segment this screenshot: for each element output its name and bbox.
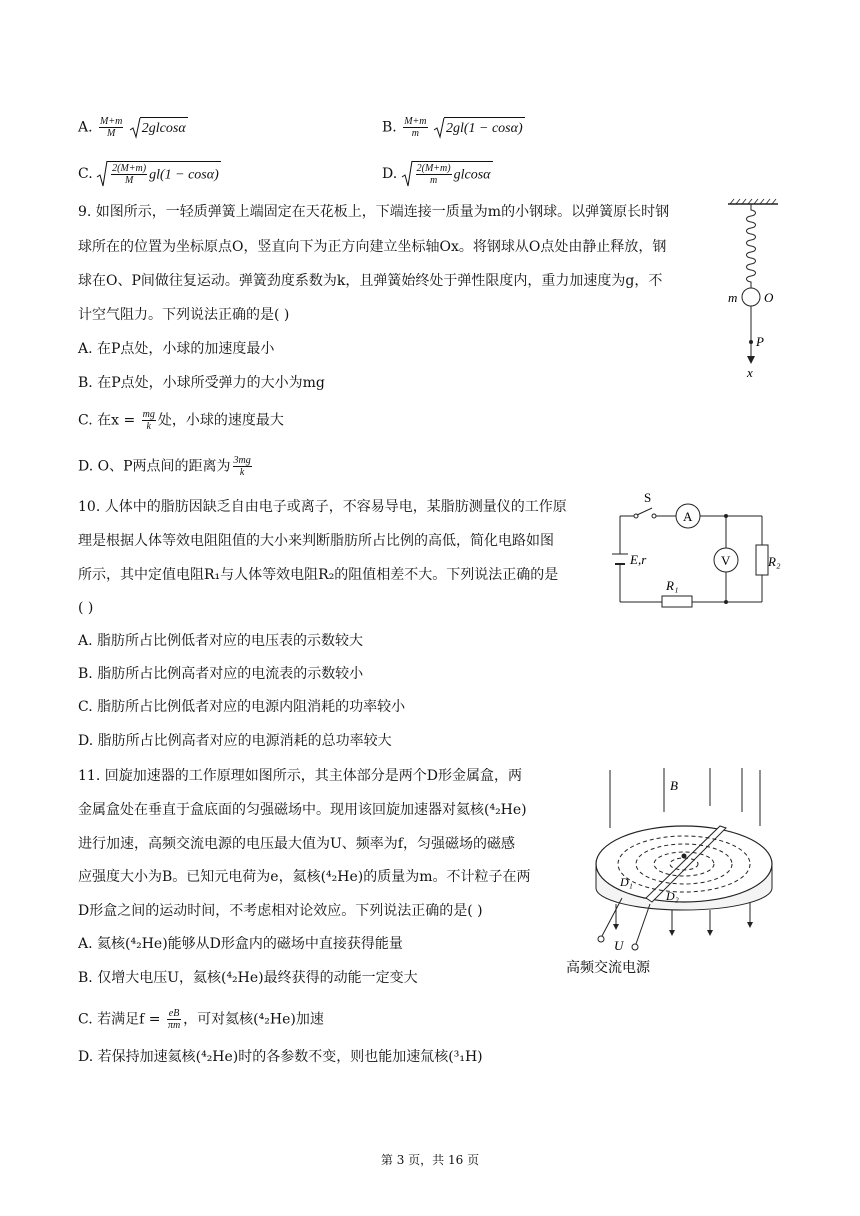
q9-option-b: B. 在P点处，小球所受弹力的大小为mg: [78, 375, 325, 391]
q11-option-d: D. 若保持加速氦核(⁴₂He)时的各参数不变，则也能加速氚核(³₁H): [78, 1049, 483, 1065]
denominator: M: [107, 128, 116, 139]
q10-stem-line-3: 所示，其中定值电阻R₁与人体等效电阻R₂的阻值相差不大。下列说法正确的是: [78, 567, 559, 583]
fraction: [167, 1008, 181, 1031]
numerator: eB: [168, 1008, 180, 1019]
field-arrow-icons: [613, 922, 753, 936]
fraction: [416, 163, 452, 186]
radical-sign-icon: [434, 117, 444, 139]
label-b: B: [670, 778, 678, 793]
label-o: O: [764, 290, 774, 305]
label-er: E,r: [630, 552, 647, 567]
q9-option-d: [78, 455, 254, 478]
figure-caption: 高频交流电源: [566, 961, 650, 976]
square-root: [434, 117, 525, 139]
q10-option-a: A. 脂肪所占比例低者对应的电压表的示数较大: [78, 633, 364, 649]
ion-source: [682, 854, 687, 859]
radicand-tail: gl(1 − cosα): [149, 167, 219, 182]
junction-dot: [724, 600, 728, 604]
spring-coil: [747, 204, 756, 288]
resistor-r1: [662, 596, 692, 607]
label-a: A: [683, 509, 693, 524]
axis-arrow-icon: [747, 356, 755, 364]
square-root: [130, 117, 188, 139]
fraction: [142, 409, 156, 432]
q11-stem-line-5: D形盒之间的运动时间，不考虑相对论效应。下列说法正确的是( ): [78, 903, 483, 919]
option-label: B.: [382, 119, 397, 136]
square-root: [402, 160, 493, 188]
q8-option-c: [78, 160, 221, 188]
cyclotron-figure: [566, 764, 782, 982]
label-d2: D₂: [666, 889, 679, 903]
q10-option-b: B. 脂肪所占比例高者对应的电流表的示数较小: [78, 666, 364, 682]
q8-option-b: [382, 116, 525, 139]
lead-wire: [602, 898, 622, 936]
q10-option-d: D. 脂肪所占比例高者对应的电源消耗的总功率较大: [78, 733, 392, 749]
point-p: [749, 340, 753, 344]
option-label: D.: [382, 166, 398, 182]
radicand: [412, 161, 493, 186]
resistor-r2: [756, 545, 768, 575]
q11-stem-line-1: 11. 回旋加速器的工作原理如图所示，其主体部分是两个D形金属盒，两: [78, 768, 522, 784]
q11-stem-line-4: 应强度大小为B。已知元电荷为e，氦核(⁴₂He)的质量为m。不计粒子在两: [78, 869, 531, 885]
q9-stem-line-1: 9. 如图所示，一轻质弹簧上端固定在天花板上，下端连接一质量为m的小钢球。以弹簧原长时钢: [78, 204, 670, 220]
label-r1: R₁: [666, 578, 679, 593]
switch-terminal: [652, 514, 656, 518]
denominator: m: [430, 174, 438, 186]
numerator: 3mg: [233, 455, 251, 466]
terminal: [632, 944, 638, 950]
label-x: x: [747, 365, 753, 380]
label-p: P: [756, 334, 764, 349]
label-m: m: [728, 290, 738, 305]
denominator: πm: [167, 1020, 181, 1031]
q9-option-a: A. 在P点处，小球的加速度最小: [78, 341, 275, 357]
numerator: M+m: [404, 116, 427, 127]
option-text: D. O、P两点间的距离为: [78, 458, 231, 475]
label-r2: R₂: [768, 554, 781, 569]
denominator: k: [146, 421, 151, 432]
option-label: A.: [78, 119, 93, 136]
q11-stem-line-3: 进行加速，高频交流电源的电压最大值为U、频率为f，匀强磁场的磁感: [78, 836, 515, 852]
radicand: [107, 161, 221, 186]
lead-wire: [636, 904, 650, 944]
numerator: 2(M+m): [112, 162, 147, 174]
label-s: S: [644, 490, 652, 505]
radical-sign-icon: [130, 117, 140, 139]
q9-stem-line-4: 计空气阻力。下列说法正确的是( ): [78, 307, 290, 323]
radicand: 2glcosα: [140, 117, 188, 139]
denominator: M: [124, 174, 134, 186]
q9-option-c: [78, 409, 284, 432]
numerator: M+m: [100, 116, 123, 127]
radicand-tail: glcosα: [453, 167, 491, 182]
fraction: [99, 116, 123, 139]
q8-option-a: [78, 116, 188, 139]
q10-stem-line-2: 理是根据人体等效电阻阻值的大小来判断脂肪所占比例的高低，简化电路如图: [78, 533, 554, 549]
label-u: U: [614, 938, 624, 953]
radicand: 2gl(1 − cosα): [444, 117, 525, 139]
label-v: V: [721, 553, 731, 568]
terminal: [598, 936, 604, 942]
option-text: C. 若满足f =: [78, 1011, 161, 1028]
switch-blade: [637, 508, 652, 515]
option-text: ，可对氦核(⁴₂He)加速: [183, 1011, 324, 1028]
option-text: C. 在x =: [78, 412, 136, 429]
fraction: [233, 455, 252, 478]
numerator: 2(M+m): [416, 162, 451, 174]
q10-stem-line-4: ( ): [78, 600, 94, 616]
option-label: C.: [78, 166, 93, 182]
steel-ball: [742, 288, 760, 306]
denominator: m: [411, 128, 419, 139]
fraction: [403, 116, 427, 139]
q11-option-b: B. 仅增大电压U，氦核(⁴₂He)最终获得的动能一定变大: [78, 970, 418, 986]
q11-option-a: A. 氦核(⁴₂He)能够从D形盒内的磁场中直接获得能量: [78, 936, 403, 952]
q10-option-c: C. 脂肪所占比例低者对应的电源内阻消耗的功率较小: [78, 699, 406, 715]
q10-stem-line-1: 10. 人体中的脂肪因缺乏自由电子或离子，不容易导电，某脂肪测量仪的工作原: [78, 499, 567, 515]
page-footer: 第 3 页，共 16 页: [380, 1153, 480, 1167]
q11-stem-line-2: 金属盒处在垂直于盒底面的匀强磁场中。现用该回旋加速器对氦核(⁴₂He): [78, 802, 527, 818]
radical-sign-icon: [402, 160, 412, 188]
radical-sign-icon: [97, 160, 107, 188]
spring-figure: [720, 198, 790, 380]
denominator: k: [239, 467, 245, 478]
numerator: mg: [142, 409, 155, 420]
junction-dot: [724, 514, 728, 518]
q8-option-d: [382, 160, 493, 188]
fraction: [111, 163, 147, 186]
square-root: [97, 160, 221, 188]
q9-stem-line-2: 球所在的位置为坐标原点O，竖直向下为正方向建立坐标轴Ox。将钢球从O点处由静止释放，钢: [78, 239, 667, 255]
option-text: 处，小球的速度最大: [157, 412, 284, 429]
circuit-figure: [604, 488, 790, 612]
q11-option-c: [78, 1008, 324, 1031]
q9-stem-line-3: 球在O、P间做往复运动。弹簧劲度系数为k，且弹簧始终处于弹性限度内，重力加速度为g，不: [78, 273, 663, 289]
label-d1: D₁: [620, 875, 633, 889]
